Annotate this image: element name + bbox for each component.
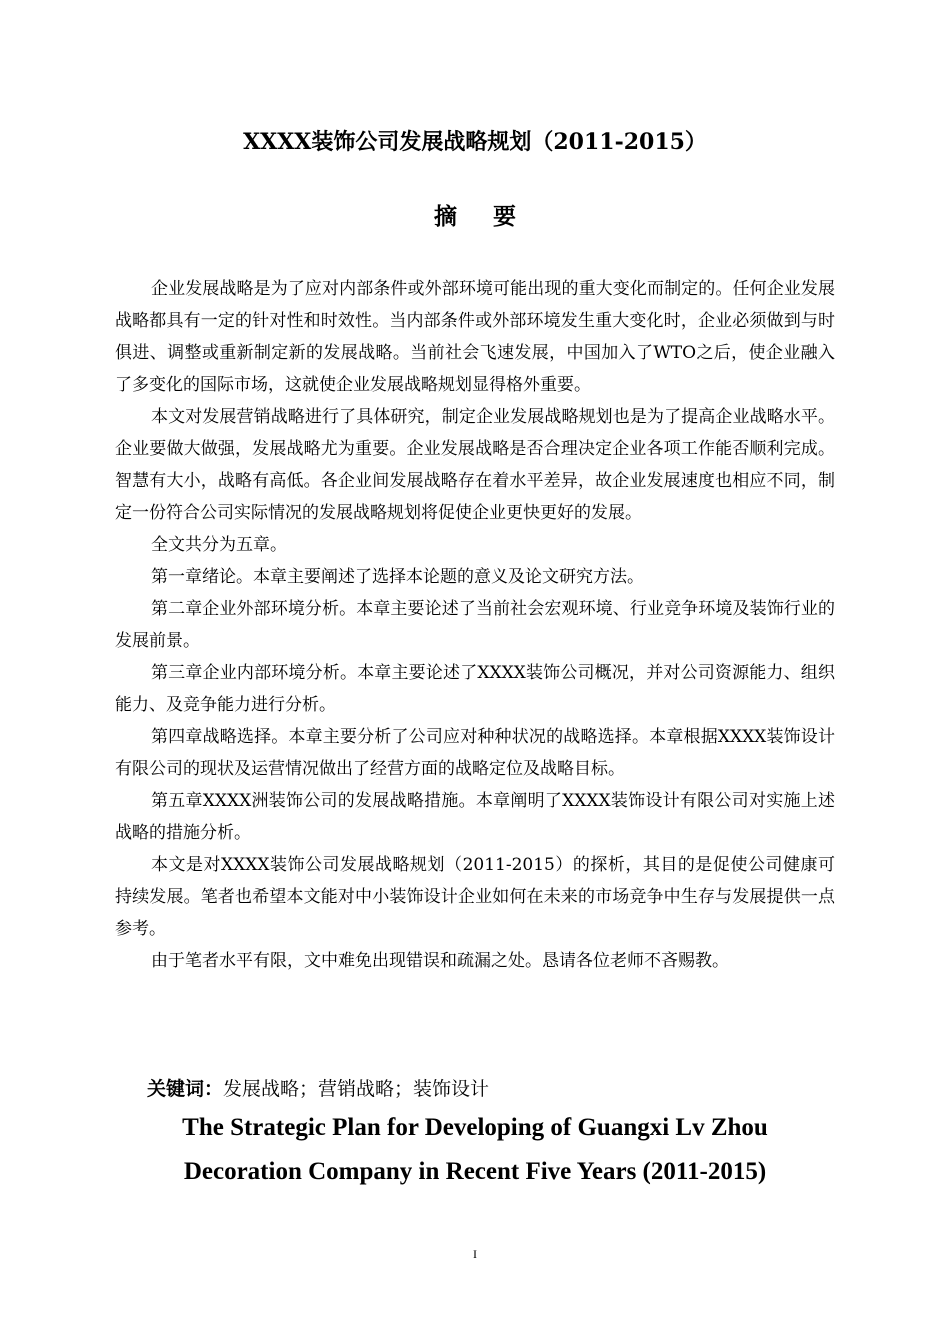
abstract-paragraph: 第三章企业内部环境分析。本章主要论述了XXXX装饰公司概况，并对公司资源能力、组织能力、及竞争能力进行分析。 — [115, 663, 835, 715]
english-title-line: Decoration Company in Recent Five Years (2011-2015) — [183, 1158, 767, 1185]
abstract-heading: 摘 要 — [433, 203, 530, 230]
abstract-paragraph: 本文是对XXXX装饰公司发展战略规划（2011-2015）的探析，其目的是促使公司健康可持续发展。笔者也希望本文能对中小装饰设计企业如何在未来的市场竞争中生存与发展提供一点参考。 — [115, 855, 835, 939]
english-title — [95, 1106, 855, 1194]
abstract-paragraph: 全文共分为五章。 — [151, 535, 287, 555]
keywords-value: 发展战略；营销战略；装饰设计 — [223, 1078, 490, 1100]
abstract-paragraph: 本文对发展营销战略进行了具体研究，制定企业发展战略规划也是为了提高企业战略水平。企业要做大做强，发展战略尤为重要。企业发展战略是否合理决定企业各项工作能否顺利完成。智慧有大小，战略有高低。各企业间发展战略存在着水平差异，故企业发展速度也相应不同，制定一份符合公司实际情况的发展战略规划将促使企业更快更好的发展。 — [115, 407, 835, 523]
abstract-paragraph: 第四章战略选择。本章主要分析了公司应对种种状况的战略选择。本章根据XXXX装饰设计有限公司的现状及运营情况做出了经营方面的战略定位及战略目标。 — [115, 727, 835, 779]
english-title-line: The Strategic Plan for Developing of Guangxi Lv Zhou — [182, 1114, 768, 1141]
abstract-paragraph: 由于笔者水平有限，文中难免出现错误和疏漏之处。恳请各位老师不吝赐教。 — [151, 951, 729, 971]
abstract-body — [115, 273, 835, 977]
keywords-label: 关键词： — [147, 1078, 224, 1100]
abstract-paragraph: 第五章XXXX洲装饰公司的发展战略措施。本章阐明了XXXX装饰设计有限公司对实施上述战略的措施分析。 — [115, 791, 835, 843]
page-number: I — [473, 1247, 477, 1261]
abstract-paragraph: 第二章企业外部环境分析。本章主要论述了当前社会宏观环境、行业竞争环境及装饰行业的发展前景。 — [115, 599, 835, 651]
keywords-line — [147, 1073, 489, 1105]
abstract-paragraph: 第一章绪论。本章主要阐述了选择本论题的意义及论文研究方法。 — [151, 567, 644, 587]
document-title: XXXX装饰公司发展战略规划（2011-2015） — [243, 129, 707, 155]
abstract-paragraph: 企业发展战略是为了应对内部条件或外部环境可能出现的重大变化而制定的。任何企业发展战略都具有一定的针对性和时效性。当内部条件或外部环境发生重大变化时，企业必须做到与时俱进、调整或重新制定新的发展战略。当前社会飞速发展，中国加入了WTO之后，使企业融入了多变化的国际市场，这就使企业发展战略规划显得格外重要。 — [115, 279, 835, 395]
